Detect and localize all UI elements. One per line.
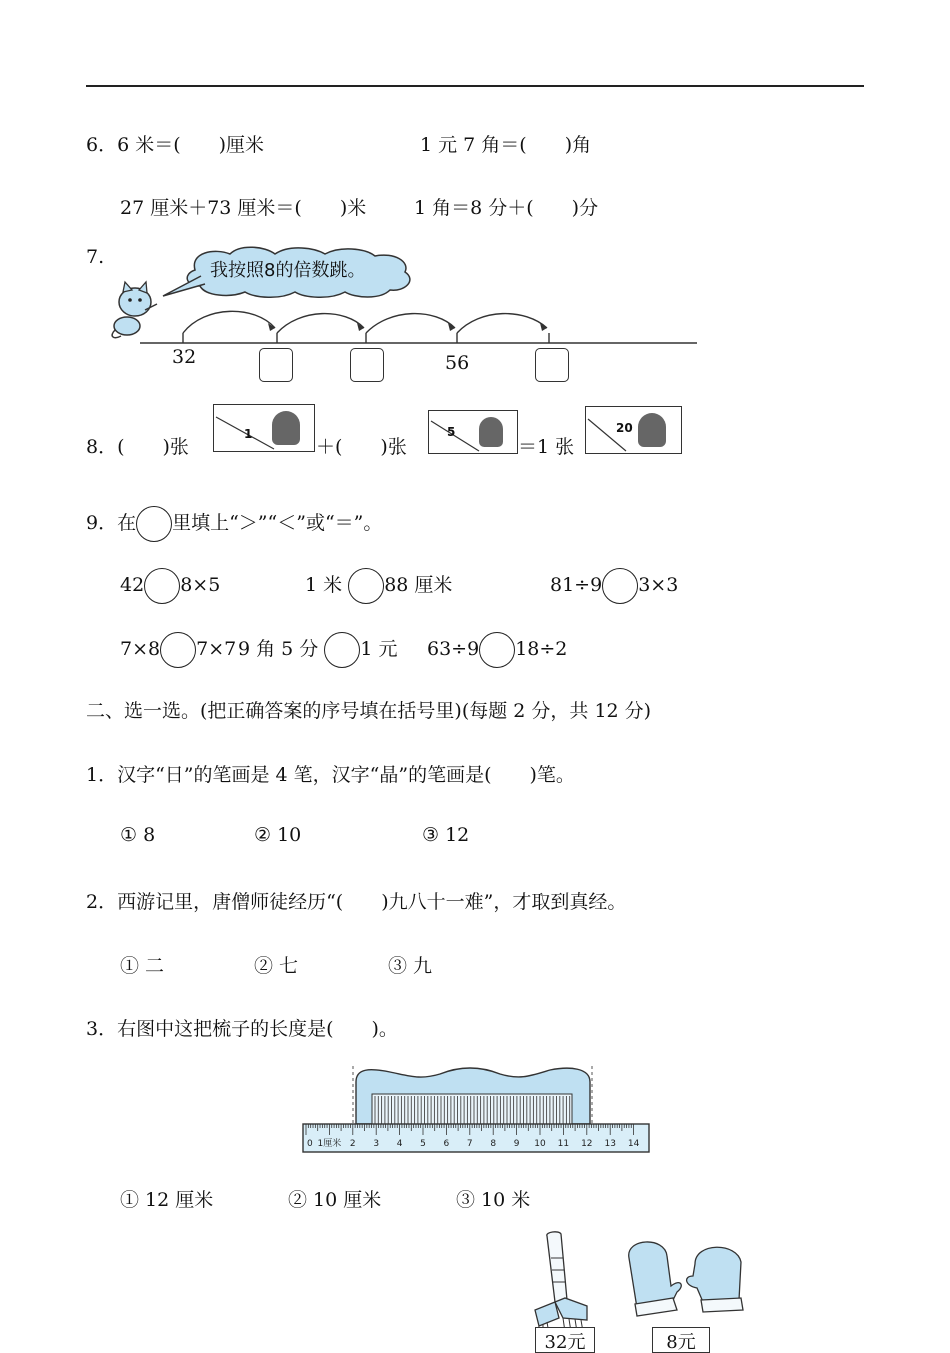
ruler-label: 3 (373, 1139, 380, 1149)
q9-prefix: 9．在 (86, 512, 137, 534)
q9-suffix: 里填上“＞”“＜”或“＝”。 (172, 512, 383, 534)
option[interactable]: ② 10 (254, 824, 302, 846)
ruler-label: 14 (627, 1139, 640, 1149)
comb-ruler-figure (300, 1062, 652, 1156)
jump-arc-1 (183, 311, 275, 333)
ruler-label: 1厘米 (317, 1139, 342, 1149)
jump-arc-2 (277, 314, 364, 333)
s2-q3-text: 3．右图中这把梳子的长度是( )。 (86, 1018, 398, 1040)
banknote-1-yuan (213, 404, 315, 452)
option[interactable]: ③ 12 (422, 824, 470, 846)
q6-line2-left: 27 厘米＋73 厘米＝( )米 (120, 197, 367, 219)
banknote-20-yuan (585, 406, 682, 454)
ruler-label: 0 (307, 1139, 313, 1149)
q9-item (427, 632, 567, 668)
q9-item-left: 63÷9 (427, 638, 480, 660)
option[interactable]: ② 七 (254, 955, 299, 977)
portrait-icon (638, 413, 666, 447)
answer-circle[interactable] (479, 632, 515, 668)
q9-item-left: 1 米 (305, 574, 343, 596)
answer-circle[interactable] (348, 568, 384, 604)
q9-item-left: 42 (120, 574, 145, 596)
option[interactable]: ③ 10 米 (456, 1189, 531, 1211)
price-tag-scarf: 32元 (535, 1327, 595, 1353)
answer-circle[interactable] (160, 632, 196, 668)
q9-item-left: 81÷9 (550, 574, 603, 596)
speech-bubble-text: 我按照8的倍数跳。 (210, 260, 366, 281)
section-2-title: 二、选一选。(把正确答案的序号填在括号里)(每题 2 分，共 12 分) (86, 700, 652, 722)
s2-q2-text: 2．西游记里，唐僧师徒经历“( )九八十一难”，才取到真经。 (86, 891, 627, 913)
top-rule (86, 85, 864, 87)
q9-item-right: 1 元 (360, 638, 398, 660)
option[interactable]: ① 二 (120, 955, 165, 977)
comparison-circle-icon (136, 506, 172, 542)
answer-circle[interactable] (602, 568, 638, 604)
ruler-label: 11 (557, 1139, 570, 1149)
portrait-icon (272, 411, 300, 445)
number-line-label-56: 56 (445, 352, 470, 374)
option[interactable]: ③ 九 (388, 955, 433, 977)
answer-box[interactable] (535, 348, 569, 382)
number-line-label-32: 32 (172, 346, 197, 368)
banknote-5-yuan (428, 410, 518, 454)
q9-item (305, 568, 452, 604)
q8-part3: ＝1 张 (518, 436, 575, 458)
q9-item (120, 632, 236, 668)
ruler-label: 8 (490, 1139, 497, 1149)
q9-item (238, 632, 397, 668)
q8-part1: 8．( )张 (86, 436, 189, 458)
q9-item-left: 9 角 5 分 (238, 638, 319, 660)
q9-item-right: 18÷2 (515, 638, 568, 660)
speech-bubble-tail-icon (163, 276, 205, 296)
mitten-left-icon (629, 1242, 682, 1316)
q9-instruction (86, 506, 382, 542)
ruler-label: 7 (466, 1139, 473, 1149)
option[interactable]: ① 8 (120, 824, 156, 846)
q9-item-right: 7×7 (196, 638, 237, 660)
q9-item-right: 3×3 (638, 574, 679, 596)
cat-icon (112, 282, 157, 338)
jump-arc-3 (366, 314, 455, 333)
q9-item-left: 7×8 (120, 638, 161, 660)
banknote-face-value: 20 (616, 421, 633, 435)
ruler-label: 4 (396, 1139, 403, 1149)
option[interactable]: ② 10 厘米 (288, 1189, 382, 1211)
answer-circle[interactable] (144, 568, 180, 604)
ruler-label: 6 (443, 1139, 450, 1149)
banknote-face-value: 5 (447, 425, 456, 439)
ruler-label: 10 (534, 1139, 546, 1149)
ruler-label: 5 (420, 1139, 426, 1149)
banknote-face-value: 1 (244, 427, 253, 441)
q9-item (120, 568, 220, 604)
mitten-right-icon (687, 1247, 743, 1312)
price-tag-mittens: 8元 (652, 1327, 710, 1353)
answer-box[interactable] (350, 348, 384, 382)
q6-line2-right: 1 角＝8 分＋( )分 (414, 197, 599, 219)
ruler-label: 13 (604, 1139, 616, 1149)
option[interactable]: ① 12 厘米 (120, 1189, 214, 1211)
q9-item-right: 88 厘米 (384, 574, 453, 596)
q9-item (550, 568, 678, 604)
s2-q1-text: 1．汉字“日”的笔画是 4 笔，汉字“晶”的笔画是( )笔。 (86, 764, 575, 786)
q9-item-right: 8×5 (180, 574, 221, 596)
portrait-icon (479, 417, 503, 447)
ruler-label: 2 (349, 1139, 356, 1149)
q8-part2: ＋( )张 (316, 436, 407, 458)
ruler-label: 12 (581, 1139, 593, 1149)
answer-box[interactable] (259, 348, 293, 382)
q7-number: 7. (86, 246, 105, 268)
q6-line1-right: 1 元 7 角＝( )角 (420, 134, 592, 156)
q6-line1-left: 6．6 米＝( )厘米 (86, 134, 265, 156)
jump-arc-4 (457, 314, 547, 333)
answer-circle[interactable] (324, 632, 360, 668)
ruler-label: 9 (513, 1139, 520, 1149)
scarf-icon (535, 1232, 587, 1336)
